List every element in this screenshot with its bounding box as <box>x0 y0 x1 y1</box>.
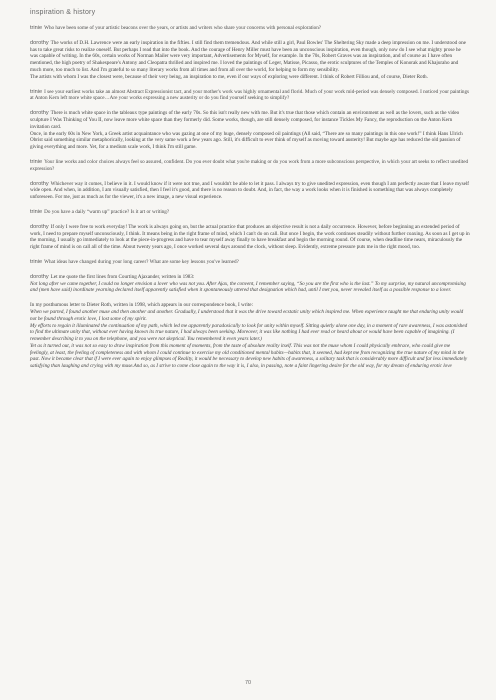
interview-entry <box>30 259 470 266</box>
interview-entry <box>30 89 470 103</box>
paragraph <box>30 259 470 266</box>
paragraph <box>30 131 470 151</box>
paragraph <box>30 25 470 32</box>
paragraph-text: Who have been some of your artistic beacons over the years, or artists and writers who share your concerns with personal exploration? <box>44 25 322 31</box>
interview-entry <box>30 40 470 81</box>
speaker-label: dorothy <box>30 110 49 117</box>
interview-content <box>30 25 470 378</box>
paragraph <box>30 209 470 216</box>
interview-entry <box>30 209 470 216</box>
paragraph <box>30 89 470 103</box>
speaker-label: trinie <box>30 158 43 165</box>
letter-paragraph: My efforts to regain it illuminated the continuation of my path, which led me apparently paradoxically to look for unity within myself. Sitting quietly alone one day, in a moment of rare awareness, I was astonished to find the ultimate unity that, without ever having known its true nature, I had always been seeking. Moreover, it was like nothing I had ever read or heard about or would have been capable of imagining. (I remember describing it to you on the telephone, and you were not skeptical. You remembered it even years later.) <box>30 322 468 343</box>
interview-entry <box>30 224 470 251</box>
paragraph <box>30 224 470 251</box>
interview-entry <box>30 110 470 151</box>
paragraph <box>30 74 470 81</box>
paragraph-text: The works of D.H. Lawrence were an early inspiration in the fifties. I still find them tremendous. And while still a girl, Paul Bowles' The Sheltering Sky made a deep impression on me. I understood one has to take great risks to realize oneself. But perhaps I read that into the book. And the courage of Henry Miller must have been an unconscious inspiration, even though, only now do I see what mighty prose he was capable of writing. In the 60s, certain works of Norman Mailer were very important, Advertisements for Myself, for example. In the 70s, Robert Graves was an inspiration, and of course as I have often mentioned, the high poetry of Shakespeare's Antony and Cleopatra thrilled and inspired me. I loved the paintings of Leger, Matisse, Picasso, the erotic sculptures of the Temples of Konorak and Khajuraho and much more, too much to list. And I'm grateful to so many literary works from all times and from all over the world, for helping to form my sensibility. <box>30 39 466 73</box>
letter-excerpt <box>30 302 470 370</box>
paragraph-text: There is much white space in the tableaux type paintings of the early 70s. So this isn't really new with me. But it's true that those which contain an environment as well as the lovers, such as the video sculpture I Was Thinking of You II, now leave more white space than they formerly did. Some works, though, are still densely composed, for instance Tickles My Fancy, the reproduction on the Anton Kern invitation card. <box>30 110 460 130</box>
interview-entry <box>30 159 470 173</box>
paragraph <box>30 159 470 173</box>
speaker-label: trinie <box>30 208 43 215</box>
interview-entry <box>30 274 470 294</box>
page-number: 70 <box>244 680 252 686</box>
letter-paragraph: When we parted, I found another muse and then another and another. Gradually, I understood that it was the drive toward ecstatic unity which inspired me. When experience taught me that enduring unity would not be found through erotic love, I lost some of my spirit. <box>30 308 464 322</box>
speaker-label: trinie <box>30 258 43 265</box>
speaker-label: dorothy <box>30 39 49 46</box>
paragraph-text: Do you have a daily “warm up” practice? Is it art or writing? <box>44 208 170 215</box>
speaker-label: dorothy <box>30 223 49 230</box>
paragraph-text: What ideas have changed during your long career? What are some key lessons you've learned? <box>44 258 239 265</box>
paragraph <box>30 274 470 281</box>
speaker-label: trinie <box>30 88 43 95</box>
speaker-label: trinie <box>30 25 43 31</box>
letter-intro: In my posthumous letter to Dieter Roth, written in 1998, which appears in our correspondence book, I write: <box>30 302 253 309</box>
paragraph-text: Your line works and color choices always feel so assured, confident. Do you ever doubt what you're making or do you work from a more subconscious perspective, in which your art seeks to reflect unedited expression? <box>30 158 469 172</box>
quoted-paragraph: Not long after we came together, I could no longer envision a lover who was not you. After Ajax, the convent, I remember saying, “So you are the first who is the last.” To my surprise, my natural uncompromising and (men have said) inordinate yearning declared itself apparently satisfied when it spontaneously uttered that designation which had, until I met you, never revealed itself as a possible response to a lover. <box>30 280 466 294</box>
paragraph-text: Whichever way it comes, I believe in it. I would know if it were not true, and I wouldn't be able to let it pass. I always try to give unedited expression, even though I am perfectly aware that I leave myself wide open. And when, in addition, I am visually satisfied, then I feel it's good, and there is no reason to doubt. And, in fact, the way a work looks when it is finished is something that was always completely unforeseen. For me, just as much as for the viewer, it's a new image, a new visual experience. <box>30 180 470 201</box>
paragraph-text: I see your earliest works take an almost Abstract Expressionist tact, and your mother's work was highly ornamental and florid. Much of your work mid-period was densely composed. I noticed your paintings at Anton Kern left more white space…Are your works expressing a new austerity or do you find yourself seeking to simplify? <box>30 88 470 102</box>
paragraph-text: The artists with whom I was the closest were, because of their very being, an inspiration to me, even if our ways of exploring were different. I think of Robert Filliou and, of course, Dieter Roth. <box>30 73 428 80</box>
section-header: inspiration & history <box>30 9 96 16</box>
paragraph <box>30 181 470 201</box>
paragraph <box>30 110 470 130</box>
paragraph <box>30 40 470 74</box>
paragraph-text: Once, in the early 60s in New York, a Greek artist acquaintance who was gazing at one of my huge, densely composed oil paintings (All said, “There are so many paintings in this one work!” I think Hans Ulrich Obrist said something similar metaphorically, looking at the very same work a few years ago. Still, it's difficult to ever think of myself as moving toward austerity! But maybe age has reduced the old passion of giving everything and more. Yet, for a medium scale work, I think I'm still game. <box>30 130 463 151</box>
paragraph-text: Let me quote the first lines from Courting Ajaxander, written in 1983: <box>50 273 195 280</box>
interview-entry <box>30 25 470 32</box>
interview-entry <box>30 181 470 201</box>
letter-paragraph: Yet as it turned out, it was not so easy to draw inspiration from this moment of moments, from the taste of absolute reality itself. This was not the muse whom I could physically embrace, who could give me feelingly, at least, the feeling of completeness and with whom I could continue to exercise my old conditioned mental habits—habits that, it seemed, had kept me from recognizing the true nature of my mind in the past. Now it became clear that if I were ever again to enjoy glimpses of Reality, it would be necessary to develop new habits of awareness, a solitary task that is considerably more difficult and far less immediately satisfying than laughing and crying with my muse.And so, as I strive to come close again to the way it is, I also, in passing, note a faint lingering desire for the old way, for my dream of enduring erotic love <box>30 342 468 370</box>
speaker-label: dorothy <box>30 273 49 280</box>
speaker-label: dorothy <box>30 180 49 187</box>
paragraph-text: If only I were free to work everyday! The work is always going on, but the actual practice that produces an objective result is not a daily occurrence. However, before beginning an extended period of work, I need to prepare myself unconsciously, I think. It means being in the right frame of mind, which I can't do on call. But once I begin, the work continues steadily without further coaxing. As soon as I get up in the morning, I usually go immediately to look at the piece-in-progress and have to tear myself away finally to have breakfast and begin the morning round. Of course, when deadline time nears, miraculously the right frame of mind is on call all of the time. About twenty years ago, I once worked several days around the clock, without sleep. Evidently, extreme pressure puts me in the right mood, too. <box>30 223 470 251</box>
